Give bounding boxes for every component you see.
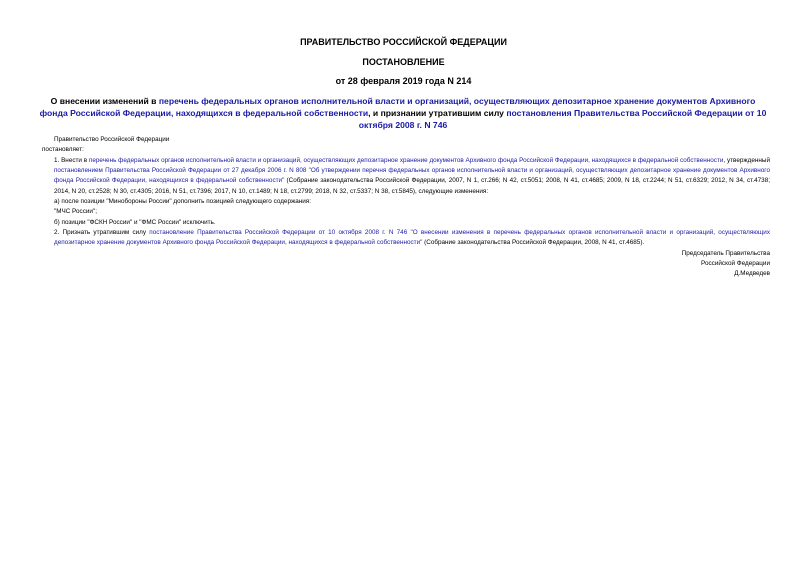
intro-decrees: постановляет: [42, 146, 84, 154]
subitem-a: а) после позиции "Минобороны России" дополнить позицией следующего содержания: [54, 198, 312, 206]
signature-position-line-2: Российской Федерации [701, 260, 770, 268]
subject-text-1: О внесении изменений в [50, 96, 159, 106]
subject-link-resolution[interactable]: постановления Правительства Российской Федерации от 10 октября 2008 г. N 746 [358, 108, 767, 130]
signature-name: Д.Медведев [734, 270, 770, 278]
subject-link-list[interactable]: перечень федеральных органов исполнительной власти и организаций, осуществляющих депозитарное хранение документов Архивного фонда Российской Федерации, находящихся в федеральной собственности [39, 96, 756, 118]
paragraph-2-link-resolution-746[interactable]: постановление Правительства Российской Федерации от 10 октября 2008 г. N 746 "О внесении изменения в перечень федеральных органов исполнительной власти и организаций, осуществляющих депозитарное хранение документов Архивного фонда Российской Федерации, находящихся в федеральной собственности" [54, 229, 770, 247]
subitem-b: б) позиции "ФСКН России" и "ФМС России" исключить. [54, 218, 216, 226]
subitem-a-quote: "МЧС России"; [54, 208, 97, 216]
document-date-number: от 28 февраля 2019 года N 214 [335, 76, 472, 86]
paragraph-1-text-a: 1. Внести в [54, 156, 89, 164]
paragraph-1 [42, 156, 770, 197]
paragraph-1-text-b: , утвержденный [723, 156, 770, 164]
paragraph-2 [42, 228, 770, 249]
paragraph-2-text-b: (Собрание законодательства Российской Федерации, 2008, N 41, ст.4685). [422, 239, 645, 247]
intro-government: Правительство Российской Федерации [54, 136, 170, 143]
paragraph-1-link-list[interactable]: перечень федеральных органов исполнительной власти и организаций, осуществляющих депозитарное хранение документов Архивного фонда Российской Федерации, находящихся в федеральной собственности [88, 156, 724, 164]
subject-text-2: , и признании утратившим силу [368, 108, 507, 118]
signature-position-line-1: Председатель Правительства [681, 249, 770, 257]
paragraph-2-text-a: 2. Признать утратившим силу [54, 229, 150, 237]
paragraph-1-text-c: (Собрание законодательства Российской Федерации, 2007, N 1, ст.266; N 42, ст.5051; 2008, N 41, ст.4685; 2009, N 18, ст.2244; N 51, ст.6329; 2012, N 34, ст.4738; 2014, N 20, ст.2528; N 30, ст.4305; 2016, N 51, ст.7396; 2017, N 10, ст.1489; N 18, ст.2799; 2018, N 32, ст.5337; N 38, ст.5845), следующие изменения: [54, 177, 771, 195]
document-subject [36, 95, 770, 131]
document-body [42, 135, 770, 280]
document-type: ПОСТАНОВЛЕНИЕ [362, 57, 445, 67]
paragraph-1-link-resolution-808[interactable]: постановлением Правительства Российской Федерации от 27 декабря 2006 г. N 808 "Об утверждении перечня федеральных органов исполнительной власти и организаций, осуществляющих депозитарное хранение документов Архивного фонда Российской Федерации, находящихся в федеральной собственности" [54, 167, 770, 185]
government-title: ПРАВИТЕЛЬСТВО РОССИЙСКОЙ ФЕДЕРАЦИИ [300, 37, 507, 47]
